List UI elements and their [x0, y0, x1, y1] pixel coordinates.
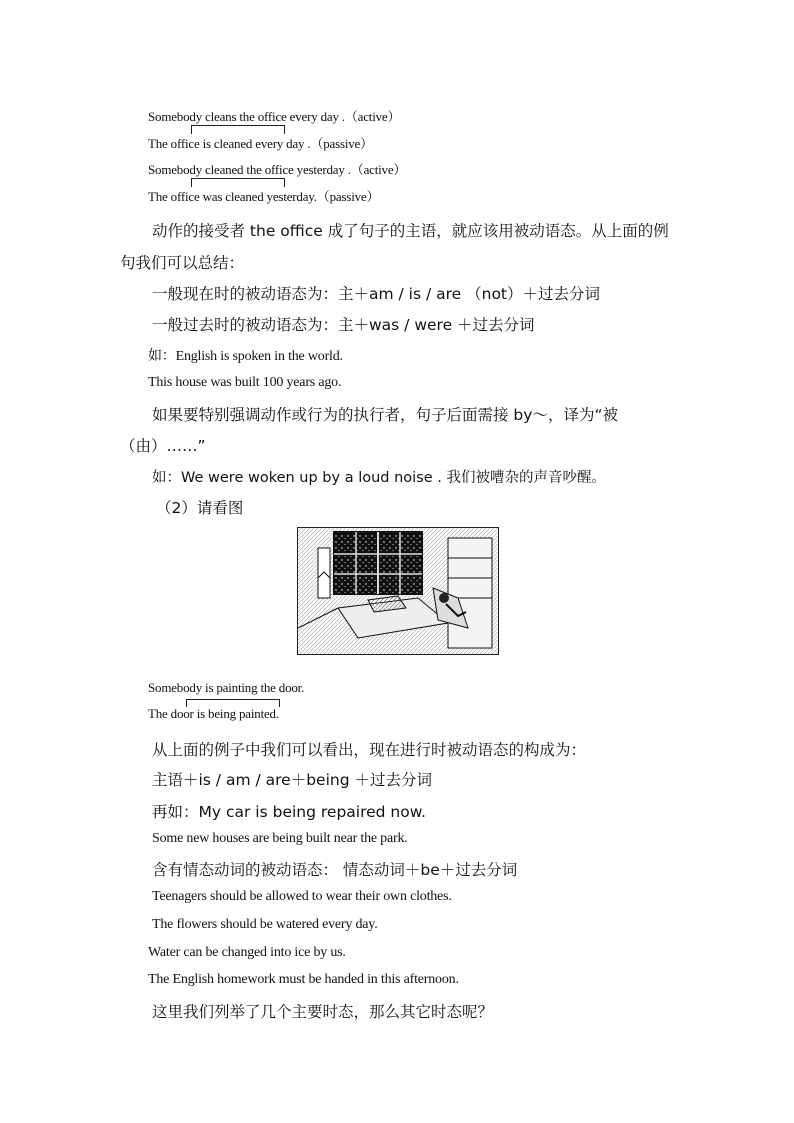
- example-passive-progressive: The door is being painted.: [148, 706, 279, 721]
- progressive-example-2: Some new houses are being built near the park.: [152, 831, 408, 846]
- explanation-line-1: 动作的接受者 the office 成了句子的主语，就应该用被动语态。从上面的例: [152, 222, 669, 240]
- room-illustration: [297, 527, 499, 655]
- example-english-spoken: 如：English is spoken in the world.: [148, 349, 343, 364]
- closing-question: 这里我们列举了几个主要时态，那么其它时态呢？: [152, 1003, 494, 1021]
- by-example: 如：We were woken up by a loud noise . 我们被嘈杂的声音吵醒。: [152, 470, 606, 486]
- progressive-example-1: 再如：My car is being repaired now.: [152, 803, 426, 821]
- rule-simple-past: 一般过去时的被动语态为：主＋was / were ＋过去分词: [152, 316, 535, 334]
- progressive-rule: 主语＋is / am / are＋being ＋过去分词: [152, 771, 432, 789]
- modal-rule: 含有情态动词的被动语态： 情态动词＋be＋过去分词: [152, 861, 518, 879]
- modal-example-3: Water can be changed into ice by us.: [148, 945, 346, 960]
- example-active-present: Somebody cleans the office every day .（active）: [148, 109, 401, 124]
- example-passive-present: The office is cleaned every day .（passive）: [148, 136, 373, 151]
- by-explanation-line-2: （由）……”: [120, 437, 206, 455]
- room-illustration-icon: [298, 528, 498, 654]
- progressive-intro: 从上面的例子中我们可以看出，现在进行时被动语态的构成为：: [152, 741, 587, 759]
- by-explanation-line-1: 如果要特别强调动作或行为的执行者，句子后面需接 by～，译为“被: [152, 406, 618, 424]
- modal-example-1: Teenagers should be allowed to wear their own clothes.: [152, 889, 452, 904]
- modal-example-2: The flowers should be watered every day.: [152, 917, 378, 932]
- example-house-built: This house was built 100 years ago.: [148, 375, 342, 390]
- example-passive-past: The office was cleaned yesterday.（passive）: [148, 189, 380, 204]
- modal-example-4: The English homework must be handed in this afternoon.: [148, 972, 459, 987]
- see-picture-label: （2）请看图: [156, 499, 244, 517]
- example-active-progressive: Somebody is painting the door.: [148, 680, 305, 695]
- explanation-line-2: 句我们可以总结：: [120, 254, 245, 272]
- example-active-past: Somebody cleaned the office yesterday .（active）: [148, 162, 407, 177]
- rule-simple-present: 一般现在时的被动语态为：主＋am / is / are （not）＋过去分词: [152, 285, 601, 303]
